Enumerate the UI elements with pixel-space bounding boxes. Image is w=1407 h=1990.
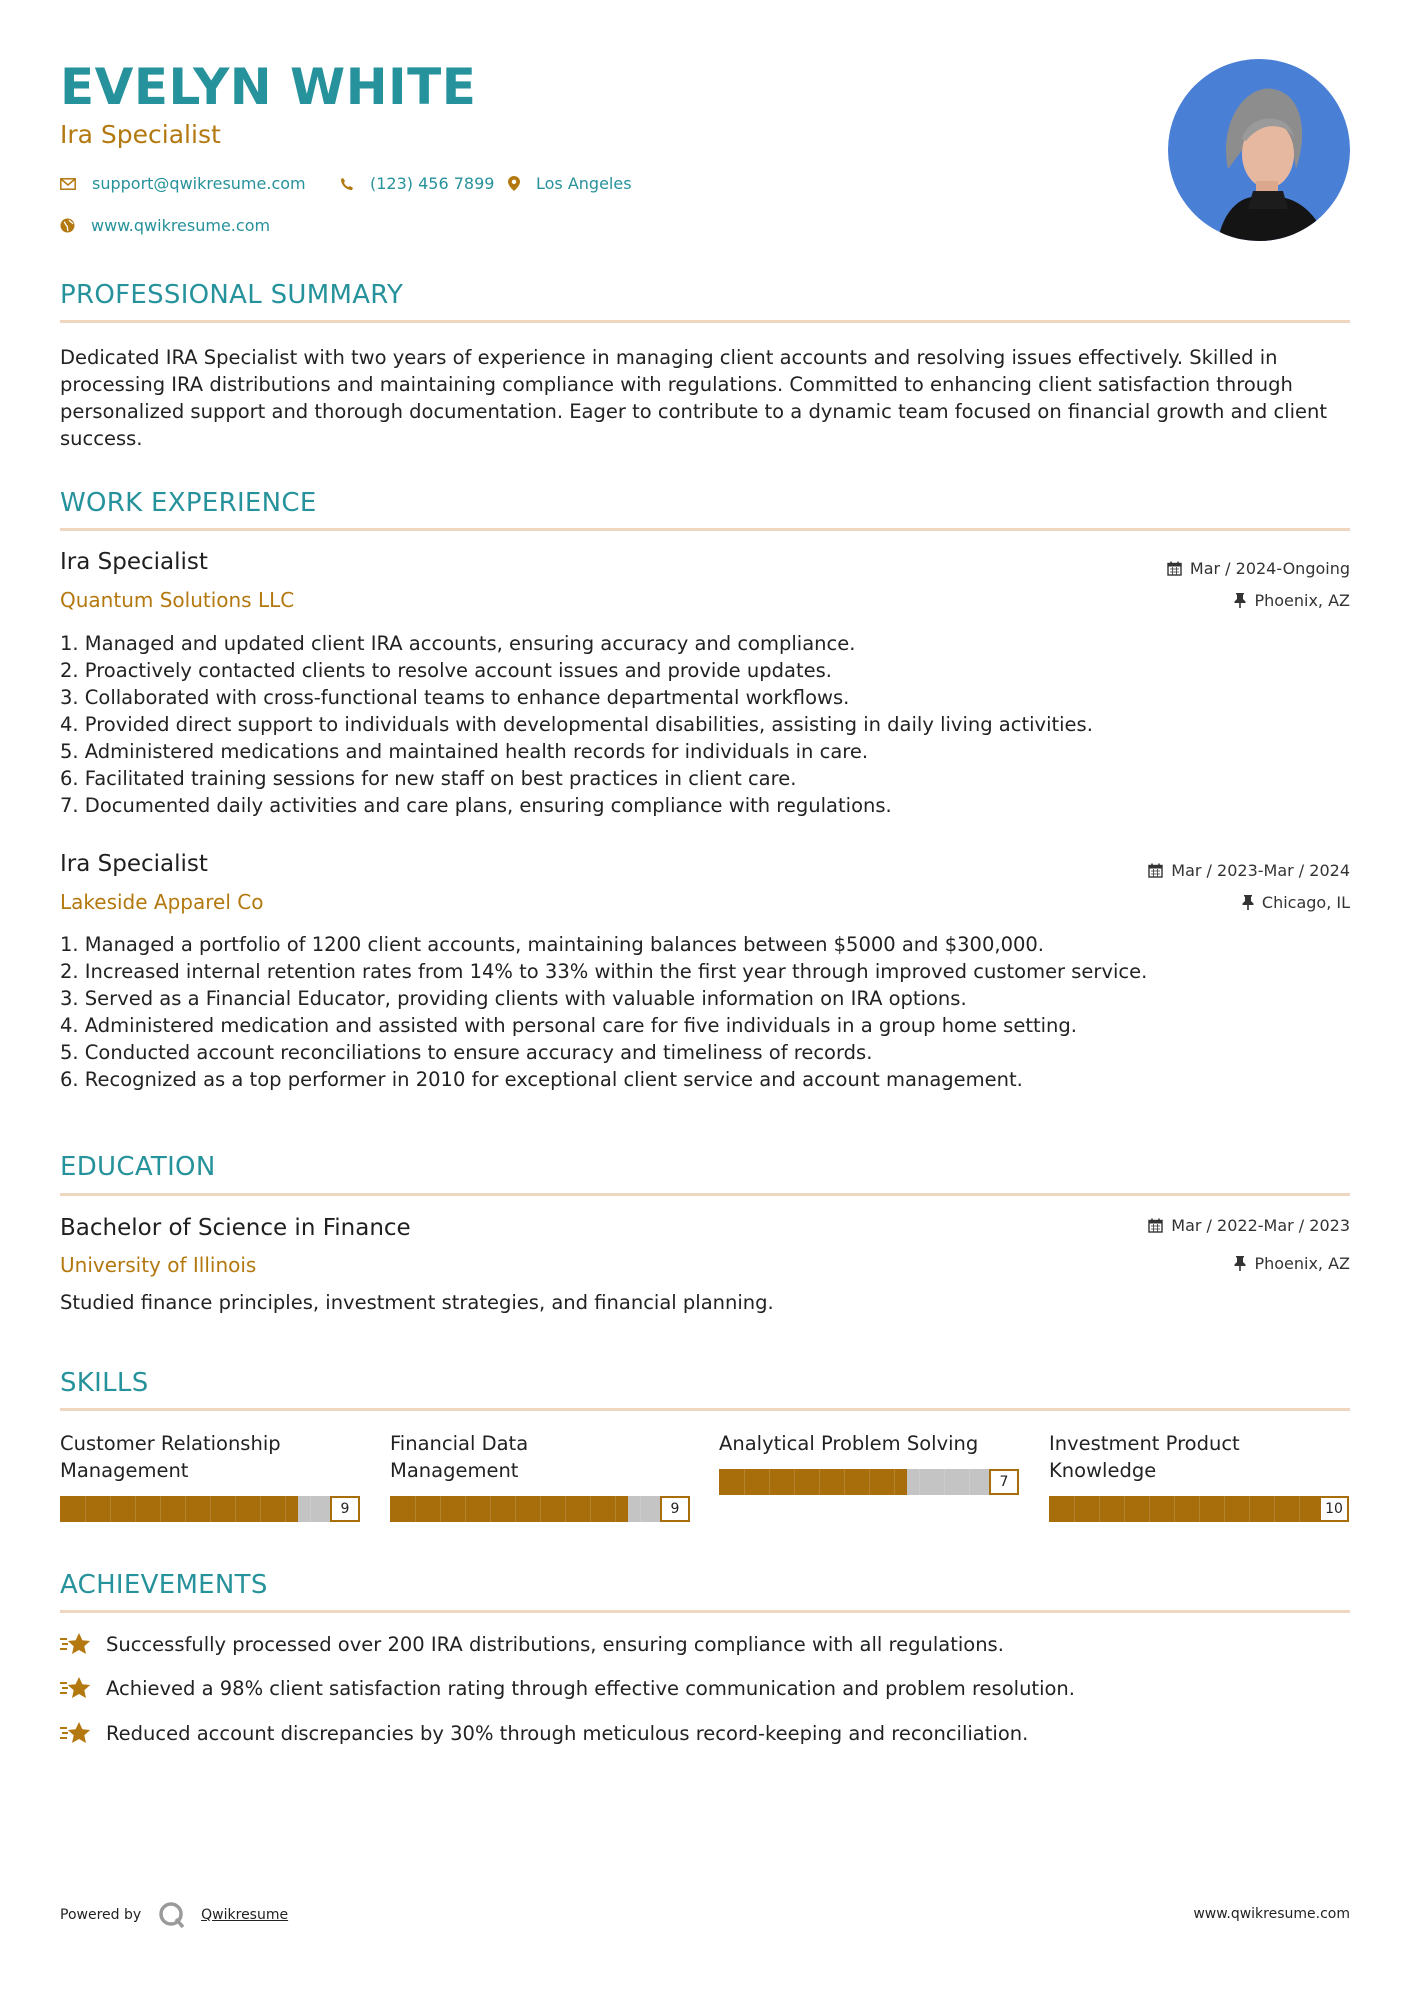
skill-bar-segment — [85, 1496, 86, 1522]
star-icon — [60, 1721, 92, 1745]
achievements-divider — [60, 1610, 1350, 1613]
star-icon — [60, 1676, 92, 1700]
skills-divider — [60, 1408, 1350, 1411]
brand-link[interactable]: Qwikresume — [201, 1907, 289, 1923]
phone-icon — [340, 177, 354, 191]
job-location — [1242, 893, 1350, 912]
skill-bar-segment — [844, 1469, 845, 1495]
achievement-text: Reduced account discrepancies by 30% through meticulous record-keeping and reconciliation. — [106, 1721, 1029, 1745]
skill-name: Investment Product Knowledge — [1049, 1432, 1240, 1482]
skill-bar-fill — [719, 1469, 907, 1495]
skill-bar-segment — [819, 1469, 820, 1495]
list-item: 5. Administered medications and maintained health records for individuals in care. — [60, 740, 869, 763]
job-company: Quantum Solutions LLC — [60, 588, 295, 612]
experience-heading: WORK EXPERIENCE — [60, 488, 317, 518]
education-dates-text: Mar / 2022-Mar / 2023 — [1171, 1216, 1350, 1235]
summary-heading: PROFESSIONAL SUMMARY — [60, 280, 404, 310]
list-item: 7. Documented daily activities and care plans, ensuring compliance with regulations. — [60, 794, 892, 817]
job-dates — [1167, 559, 1350, 578]
summary-text: Dedicated IRA Specialist with two years of experience in managing client accounts and resolving issues effectively. Skilled in processing IRA distributions and maintaining compliance with regulations. Committed to enhancing client satisfaction through personalized support and thorough documentation. Eager to contribute to a dynamic team focused on financial growth and client success. — [60, 346, 1328, 450]
skill-bar-segment — [590, 1496, 591, 1522]
contact-email[interactable] — [60, 174, 306, 193]
contact-location — [508, 174, 632, 193]
skill-bar — [60, 1496, 360, 1522]
skill-bar-segment — [919, 1469, 920, 1495]
skill-name: Customer Relationship Management — [60, 1432, 281, 1482]
skill-bar-segment — [540, 1496, 541, 1522]
education-location — [1234, 1254, 1350, 1273]
skill-bar-fill — [390, 1496, 628, 1522]
skill-bar-segment — [185, 1496, 186, 1522]
skill-bar-segment — [1174, 1496, 1175, 1522]
skill-bar-segment — [1074, 1496, 1075, 1522]
skill-item — [1049, 1430, 1349, 1517]
degree-title: Bachelor of Science in Finance — [60, 1215, 411, 1241]
job-location — [1234, 591, 1350, 610]
skill-bar-segment — [1099, 1496, 1100, 1522]
job-dates-text: Mar / 2023-Mar / 2024 — [1171, 861, 1350, 880]
skill-bar — [1049, 1496, 1349, 1522]
education-divider — [60, 1193, 1350, 1196]
summary-divider — [60, 320, 1350, 323]
skill-bar-segment — [794, 1469, 795, 1495]
list-item: 3. Served as a Financial Educator, providing clients with valuable information on IRA options. — [60, 987, 967, 1010]
skill-bar — [719, 1469, 1019, 1495]
candidate-name: EVELYN WHITE — [60, 58, 477, 116]
footer-powered-by — [60, 1900, 288, 1930]
skill-bar-segment — [744, 1469, 745, 1495]
skill-bar-segment — [1224, 1496, 1225, 1522]
list-item: 4. Administered medication and assisted with personal care for five individuals in a group home setting. — [60, 1014, 1077, 1037]
skill-bar-segment — [440, 1496, 441, 1522]
phone-text: (123) 456 7899 — [370, 174, 495, 193]
skill-bar-segment — [1249, 1496, 1250, 1522]
skill-bar-segment — [515, 1496, 516, 1522]
candidate-role: Ira Specialist — [60, 120, 221, 149]
skills-heading: SKILLS — [60, 1368, 149, 1398]
calendar-icon — [1148, 863, 1163, 878]
skill-bar-segment — [615, 1496, 616, 1522]
skill-bar-segment — [769, 1469, 770, 1495]
list-item: 6. Recognized as a top performer in 2010 for exceptional client service and account management. — [60, 1068, 1023, 1091]
contact-phone[interactable] — [340, 174, 494, 193]
skill-bar-fill — [60, 1496, 298, 1522]
powered-by-text: Powered by — [60, 1907, 142, 1923]
achievement-item — [60, 1676, 1075, 1700]
pushpin-icon — [1234, 1256, 1246, 1271]
job-dates — [1148, 861, 1350, 880]
list-item: 1. Managed and updated client IRA accounts, ensuring accuracy and compliance. — [60, 632, 856, 655]
education-description: Studied finance principles, investment strategies, and financial planning. — [60, 1291, 774, 1314]
school-name: University of Illinois — [60, 1253, 257, 1277]
calendar-icon — [1167, 561, 1182, 576]
website-text: www.qwikresume.com — [91, 216, 271, 235]
list-item: 3. Collaborated with cross-functional teams to enhance departmental workflows. — [60, 686, 850, 709]
education-heading: EDUCATION — [60, 1152, 216, 1182]
skill-level: 9 — [660, 1496, 690, 1522]
list-item: 5. Conducted account reconciliations to ensure accuracy and timeliness of records. — [60, 1041, 873, 1064]
pushpin-icon — [1234, 593, 1246, 608]
skill-bar-segment — [260, 1496, 261, 1522]
skill-bar-segment — [1274, 1496, 1275, 1522]
job-bullets — [60, 931, 1350, 1093]
skill-bar-segment — [415, 1496, 416, 1522]
skill-bar-segment — [869, 1469, 870, 1495]
list-item: 2. Proactively contacted clients to resolve account issues and provide updates. — [60, 659, 832, 682]
skill-name: Financial Data Management — [390, 1432, 529, 1482]
skill-level: 9 — [330, 1496, 360, 1522]
job-title: Ira Specialist — [60, 549, 208, 575]
skill-bar-segment — [565, 1496, 566, 1522]
skill-item — [390, 1430, 690, 1517]
skill-bar-segment — [894, 1469, 895, 1495]
skill-bar-segment — [135, 1496, 136, 1522]
footer-url[interactable]: www.qwikresume.com — [1193, 1906, 1350, 1922]
job-company: Lakeside Apparel Co — [60, 890, 264, 914]
skill-name: Analytical Problem Solving — [719, 1432, 979, 1455]
job-bullets — [60, 630, 1350, 819]
job-location-text: Phoenix, AZ — [1254, 591, 1350, 610]
education-location-text: Phoenix, AZ — [1254, 1254, 1350, 1273]
skill-item — [719, 1430, 1019, 1490]
job-dates-text: Mar / 2024-Ongoing — [1189, 559, 1350, 578]
list-item: 4. Provided direct support to individuals with developmental disabilities, assisting in daily living activities. — [60, 713, 1093, 736]
achievement-item — [60, 1632, 1004, 1656]
skill-bar-segment — [465, 1496, 466, 1522]
skill-bar-segment — [1124, 1496, 1125, 1522]
globe-icon — [60, 218, 75, 233]
skill-bar-segment — [1299, 1496, 1300, 1522]
qwikresume-logo-icon — [157, 1900, 187, 1930]
contact-website[interactable] — [60, 216, 270, 235]
star-icon — [60, 1632, 92, 1656]
achievement-text: Successfully processed over 200 IRA distributions, ensuring compliance with all regulations. — [106, 1632, 1004, 1656]
email-text: support@qwikresume.com — [92, 174, 306, 193]
skill-bar-segment — [944, 1469, 945, 1495]
pushpin-icon — [1242, 895, 1254, 910]
skill-bar-segment — [110, 1496, 111, 1522]
skill-bar-segment — [969, 1469, 970, 1495]
skill-bar-segment — [235, 1496, 236, 1522]
location-text: Los Angeles — [536, 174, 632, 193]
experience-divider — [60, 528, 1350, 531]
map-pin-icon — [508, 176, 520, 191]
skill-bar-segment — [210, 1496, 211, 1522]
envelope-icon — [60, 178, 76, 190]
achievements-heading: ACHIEVEMENTS — [60, 1570, 268, 1600]
skill-bar-segment — [490, 1496, 491, 1522]
list-item: 1. Managed a portfolio of 1200 client accounts, maintaining balances between $5000 and $300,000. — [60, 933, 1044, 956]
education-dates — [1148, 1216, 1350, 1235]
skill-bar-segment — [640, 1496, 641, 1522]
skill-bar — [390, 1496, 690, 1522]
skill-item — [60, 1430, 360, 1517]
calendar-icon — [1148, 1218, 1163, 1233]
profile-photo — [1168, 59, 1350, 241]
skill-level: 7 — [989, 1469, 1019, 1495]
job-title: Ira Specialist — [60, 851, 208, 877]
skill-bar-segment — [1149, 1496, 1150, 1522]
achievement-item — [60, 1721, 1028, 1745]
skill-bar-segment — [1199, 1496, 1200, 1522]
achievement-text: Achieved a 98% client satisfaction rating through effective communication and problem resolution. — [106, 1676, 1075, 1700]
skill-bar-segment — [310, 1496, 311, 1522]
skill-bar-segment — [160, 1496, 161, 1522]
skill-level: 10 — [1319, 1496, 1349, 1522]
list-item: 2. Increased internal retention rates from 14% to 33% within the first year through improved customer service. — [60, 960, 1148, 983]
job-location-text: Chicago, IL — [1261, 893, 1350, 912]
list-item: 6. Facilitated training sessions for new staff on best practices in client care. — [60, 767, 797, 790]
skill-bar-segment — [285, 1496, 286, 1522]
